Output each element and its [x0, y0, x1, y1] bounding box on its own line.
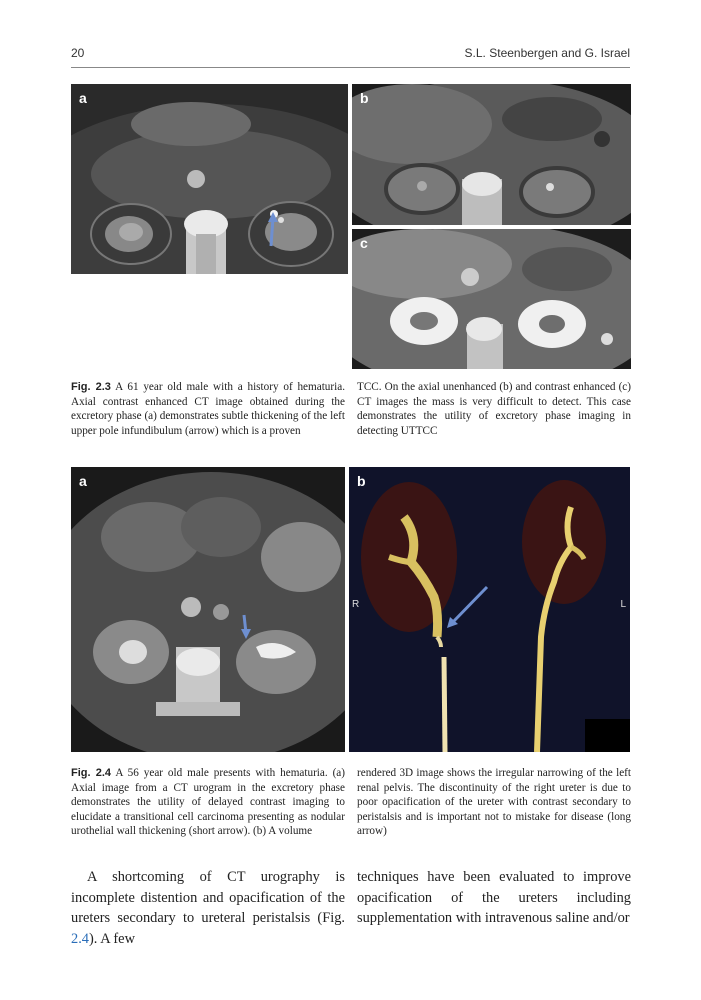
fig-2-4-caption-col2 [357, 766, 631, 839]
fig-2-4-label: Fig. 2.4 [71, 767, 112, 779]
body-text-col2 [357, 867, 631, 929]
running-authors: S.L. Steenbergen and G. Israel [464, 46, 630, 60]
fig-2-4-caption-text-1: A 56 year old male presents with hematuria. (a) Axial image from a CT urogram in the excretory phase demonstrates the utility of delayed contrast imaging to elucidate a transitional cell carcinoma presenting as nodular urothelial wall thickening (short arrow). (b) A volume [71, 767, 345, 838]
fig-2-3-panel-a [71, 84, 348, 274]
fig-2-3-caption-text-1: A 61 year old male with a history of hematuria. Axial contrast enhanced CT image obtained during the excretory phase (a) demonstrates subtle thickening of the left upper pole infundibulum (arrow) which is a proven [71, 381, 345, 437]
side-label-left: L [620, 599, 626, 610]
fig-2-3-label: Fig. 2.3 [71, 381, 111, 393]
ct-axial-contrast-image [352, 229, 631, 369]
fig-2-4-panel-b [349, 467, 630, 752]
fig-2-3-panel-c [352, 229, 631, 369]
side-label-right: R [352, 599, 360, 610]
body-text-1a: A shortcoming of CT urography is incomplete distention and opacification of the ureters secondary to ureteral peristalsis (Fig. [71, 869, 345, 926]
page-number: 20 [71, 46, 85, 60]
fig-2-3-panel-b [352, 84, 631, 225]
short-arrow-icon [271, 218, 273, 246]
panel-label-a: a [79, 90, 87, 106]
body-text-2: techniques have been evaluated to improve opacification of the ureters including supplementation with intravenous saline and/or [357, 869, 631, 926]
panel-label-c: c [360, 235, 368, 251]
ct-urogram-axial-image [71, 467, 345, 752]
fig-2-3-caption-col1 [71, 380, 345, 438]
fig-2-4-caption-col1 [71, 766, 345, 839]
figure-reference-link[interactable]: 2.4 [71, 930, 89, 947]
fig-2-3-caption-text-2: TCC. On the axial unenhanced (b) and contrast enhanced (c) CT images the mass is very difficult to detect. This case demonstrates the utility of excretory phase imaging in detecting UTTCC [357, 381, 631, 437]
ct-axial-excretory-image [71, 84, 348, 274]
body-text-col1 [71, 867, 345, 949]
panel-label-b: b [360, 90, 369, 106]
running-header [71, 46, 630, 62]
volume-rendered-3d-image [349, 467, 630, 752]
body-text-1b: ). A few [89, 930, 135, 947]
panel-label-b: b [357, 473, 366, 489]
fig-2-4-panel-a [71, 467, 345, 752]
panel-label-a: a [79, 473, 87, 489]
fig-2-3-caption-col2 [357, 380, 631, 438]
ct-axial-unenhanced-image [352, 84, 631, 225]
header-rule [71, 67, 630, 68]
fig-2-4-caption-text-2: rendered 3D image shows the irregular narrowing of the left renal pelvis. The discontinuity of the right ureter is due to poor opacification of the ureter with contrast secondary to peristalsis and is important not to mistake for disease (long arrow) [357, 767, 631, 838]
